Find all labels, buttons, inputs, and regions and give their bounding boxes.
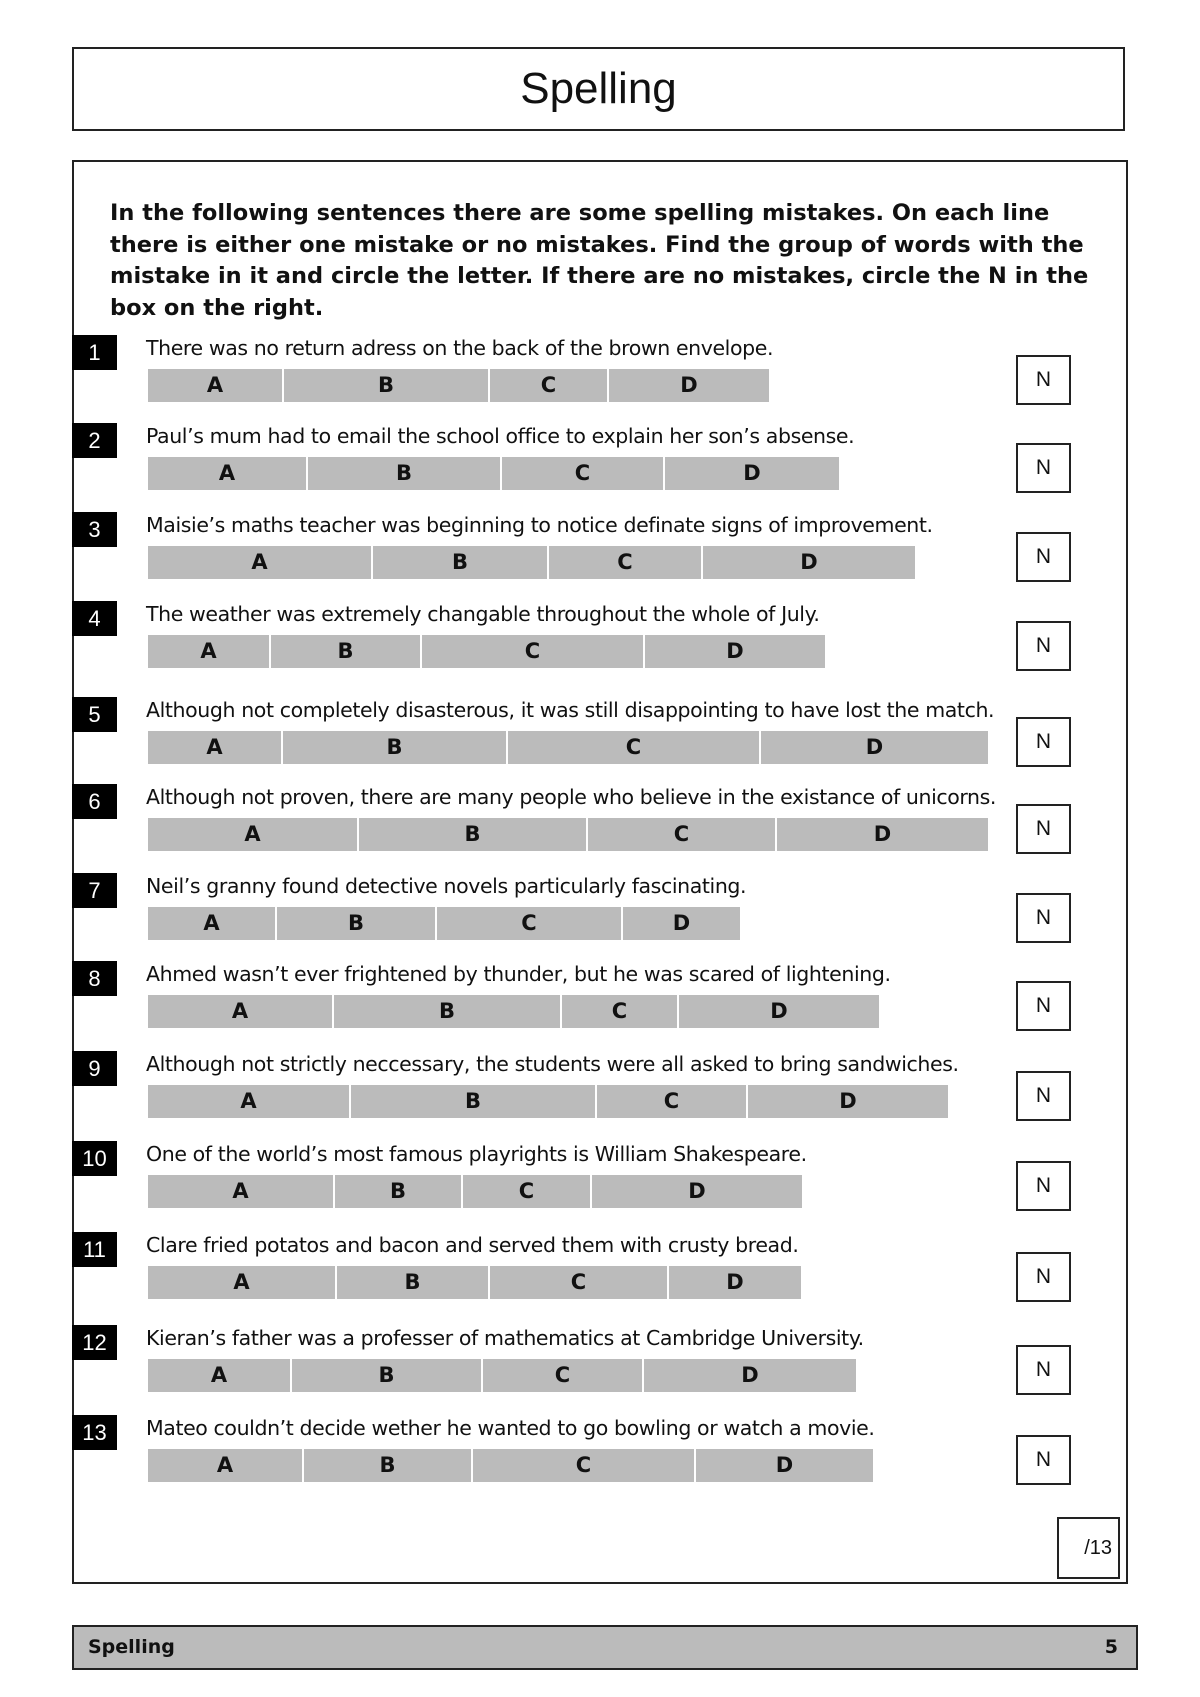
question-number: 6 [72,784,117,819]
answer-options-bar [148,818,988,851]
option-c[interactable]: C [422,635,645,668]
answer-options-bar [148,635,825,668]
page-title: Spelling [520,64,677,113]
no-mistake-box[interactable]: N [1016,893,1071,943]
instructions: In the following sentences there are some spelling mistakes. On each line there is either one mistake or no mistakes. Find the group of words with the mistake in it and circle the letter. If there are no mistakes, circle the N in the box on the right. [110,200,1089,321]
option-b[interactable]: B [335,1175,463,1208]
no-mistake-box[interactable]: N [1016,355,1071,405]
no-mistake-box[interactable]: N [1016,621,1071,671]
option-a[interactable]: A [148,818,359,851]
option-a[interactable]: A [148,907,277,940]
option-b[interactable]: B [359,818,588,851]
option-a[interactable]: A [148,731,283,764]
question-number: 9 [72,1051,117,1086]
no-mistake-box[interactable]: N [1016,717,1071,767]
option-a[interactable]: A [148,457,308,490]
option-c[interactable]: C [562,995,679,1028]
option-d[interactable]: D [761,731,988,764]
option-b[interactable]: B [337,1266,490,1299]
question-sentence: Kieran’s father was a professer of mathematics at Cambridge University. [146,1326,864,1350]
question-sentence: Mateo couldn’t decide wether he wanted to go bowling or watch a movie. [146,1416,875,1440]
option-d[interactable]: D [696,1449,873,1482]
no-mistake-box[interactable]: N [1016,1161,1071,1211]
option-a[interactable]: A [148,1266,337,1299]
option-b[interactable]: B [277,907,437,940]
option-c[interactable]: C [463,1175,592,1208]
no-mistake-box[interactable]: N [1016,804,1071,854]
option-a[interactable]: A [148,1175,335,1208]
option-c[interactable]: C [490,369,609,402]
answer-options-bar [148,369,769,402]
option-c[interactable]: C [490,1266,669,1299]
question-number: 11 [72,1232,117,1267]
answer-options-bar [148,907,740,940]
option-a[interactable]: A [148,1449,304,1482]
option-a[interactable]: A [148,995,334,1028]
option-d[interactable]: D [645,635,825,668]
question-sentence: The weather was extremely changable throughout the whole of July. [146,602,820,626]
question-sentence: Although not strictly neccessary, the students were all asked to bring sandwiches. [146,1052,959,1076]
no-mistake-box[interactable]: N [1016,981,1071,1031]
no-mistake-box[interactable]: N [1016,443,1071,493]
option-a[interactable]: A [148,635,271,668]
option-d[interactable]: D [679,995,879,1028]
question-sentence: One of the world’s most famous playrights is William Shakespeare. [146,1142,807,1166]
option-c[interactable]: C [502,457,665,490]
answer-options-bar [148,546,915,579]
option-a[interactable]: A [148,369,284,402]
question-sentence: Paul’s mum had to email the school office to explain her son’s absense. [146,424,855,448]
answer-options-bar [148,1359,856,1392]
title-box [72,47,1125,131]
answer-options-bar [148,731,988,764]
option-d[interactable]: D [665,457,839,490]
option-b[interactable]: B [271,635,422,668]
question-number: 13 [72,1415,117,1450]
option-d[interactable]: D [592,1175,802,1208]
question-number: 7 [72,873,117,908]
footer [72,1625,1138,1670]
option-d[interactable]: D [609,369,769,402]
option-d[interactable]: D [703,546,915,579]
answer-options-bar [148,1266,801,1299]
option-d[interactable]: D [777,818,988,851]
option-c[interactable]: C [597,1085,748,1118]
question-sentence: Ahmed wasn’t ever frightened by thunder, but he was scared of lightening. [146,962,891,986]
question-sentence: Maisie’s maths teacher was beginning to notice definate signs of improvement. [146,513,933,537]
question-number: 12 [72,1325,117,1360]
option-a[interactable]: A [148,1085,351,1118]
option-b[interactable]: B [304,1449,473,1482]
option-a[interactable]: A [148,546,373,579]
answer-options-bar [148,1175,802,1208]
question-number: 4 [72,601,117,636]
no-mistake-box[interactable]: N [1016,1252,1071,1302]
option-c[interactable]: C [473,1449,696,1482]
page-number: 5 [1104,1636,1118,1658]
score-box[interactable]: /13 [1057,1517,1120,1579]
option-b[interactable]: B [284,369,490,402]
answer-options-bar [148,457,839,490]
no-mistake-box[interactable]: N [1016,1435,1071,1485]
question-number: 8 [72,961,117,996]
option-b[interactable]: B [334,995,562,1028]
option-a[interactable]: A [148,1359,292,1392]
question-number: 1 [72,335,117,370]
option-d[interactable]: D [623,907,740,940]
option-d[interactable]: D [748,1085,948,1118]
question-sentence: Neil’s granny found detective novels particularly fascinating. [146,874,747,898]
answer-options-bar [148,995,879,1028]
question-number: 3 [72,512,117,547]
answer-options-bar [148,1085,948,1118]
question-sentence: There was no return adress on the back of the brown envelope. [146,336,774,360]
option-c[interactable]: C [508,731,761,764]
option-c[interactable]: C [588,818,777,851]
no-mistake-box[interactable]: N [1016,1345,1071,1395]
question-sentence: Although not completely disasterous, it was still disappointing to have lost the match. [146,698,995,722]
option-b[interactable]: B [351,1085,597,1118]
option-b[interactable]: B [373,546,549,579]
question-number: 2 [72,423,117,458]
option-c[interactable]: C [549,546,703,579]
option-b[interactable]: B [283,731,508,764]
option-c[interactable]: C [483,1359,644,1392]
footer-section-title: Spelling [88,1636,175,1658]
option-b[interactable]: B [308,457,502,490]
question-sentence: Clare fried potatos and bacon and served them with crusty bread. [146,1233,799,1257]
question-number: 5 [72,697,117,732]
question-number: 10 [72,1141,117,1176]
option-c[interactable]: C [437,907,623,940]
option-d[interactable]: D [669,1266,801,1299]
option-d[interactable]: D [644,1359,856,1392]
question-sentence: Although not proven, there are many people who believe in the existance of unicorns. [146,785,997,809]
no-mistake-box[interactable]: N [1016,532,1071,582]
answer-options-bar [148,1449,873,1482]
option-b[interactable]: B [292,1359,483,1392]
no-mistake-box[interactable]: N [1016,1071,1071,1121]
